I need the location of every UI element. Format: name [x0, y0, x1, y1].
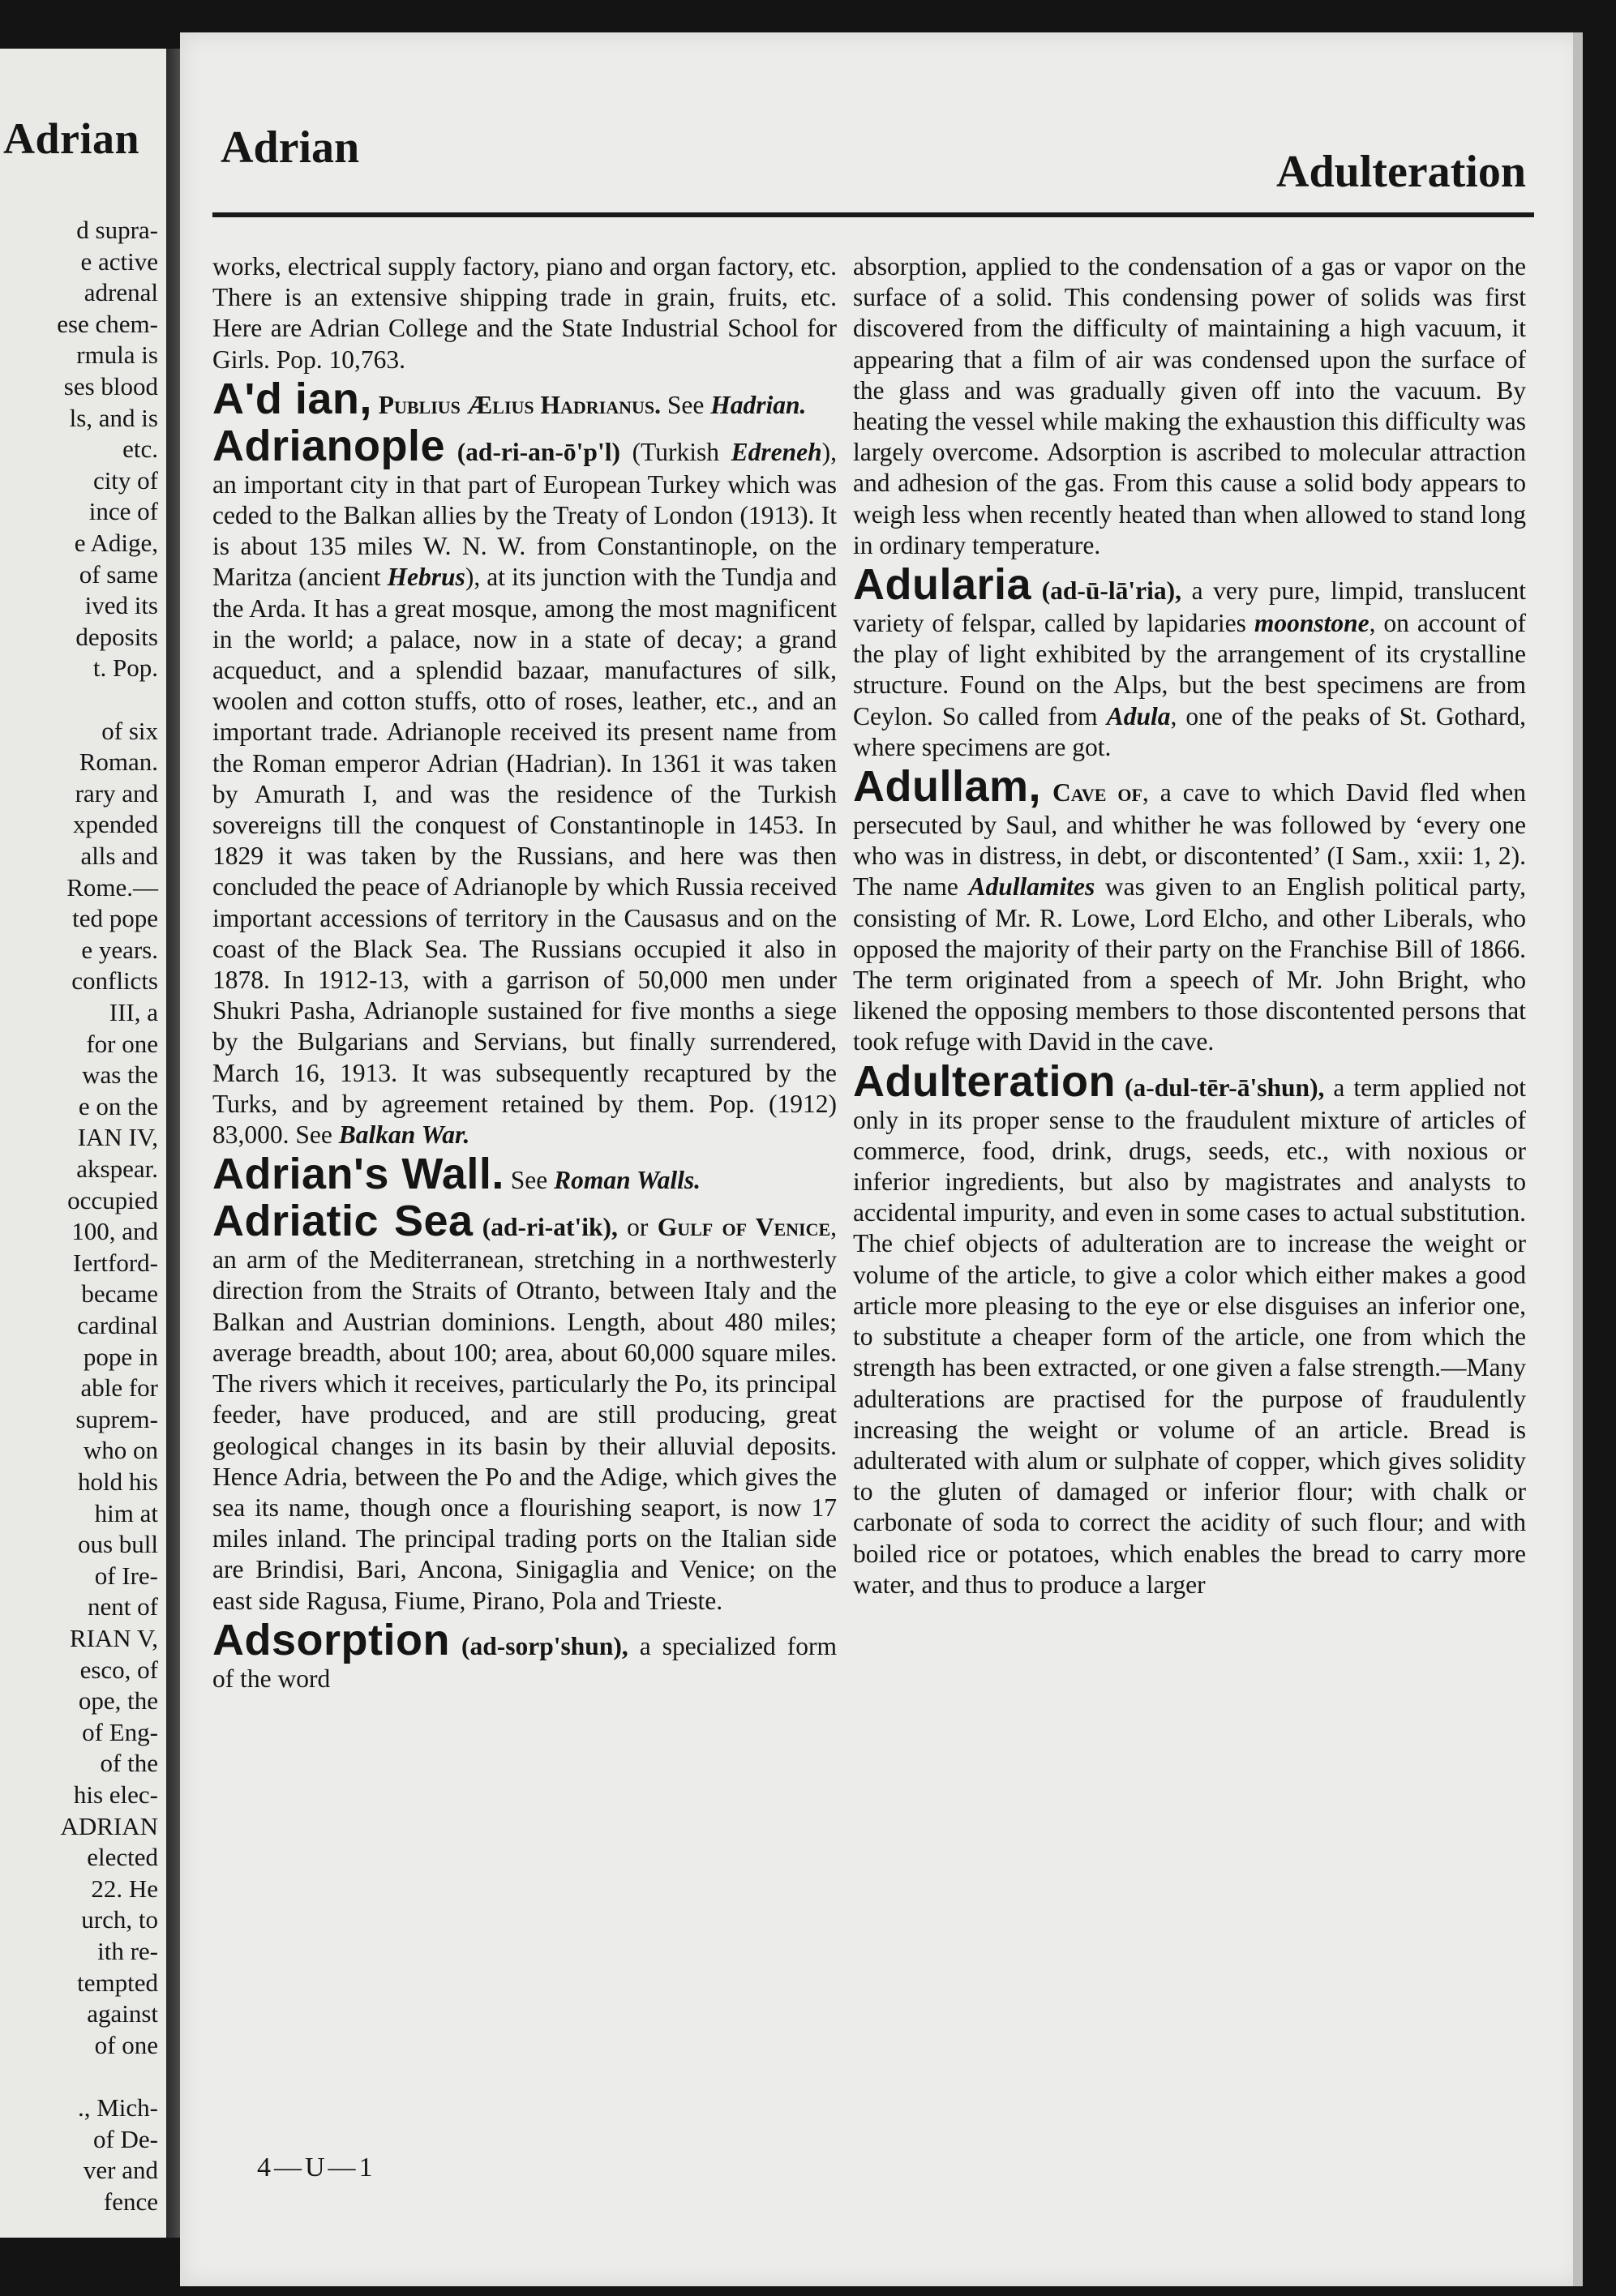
alt-name: Gulf of Venice: [657, 1213, 831, 1242]
facing-page-line: xpended: [72, 810, 158, 839]
signature-mark: 4—U—1: [257, 2152, 376, 2182]
facing-page-line: conflicts: [71, 966, 158, 996]
cross-reference: Hadrian.: [710, 390, 807, 419]
facing-page-line: nent of: [88, 1592, 158, 1621]
facing-page-line: fence: [103, 2187, 158, 2216]
facing-page-line: ince of: [88, 497, 158, 526]
facing-page-line: e active: [80, 246, 158, 276]
facing-page-line: 22. He: [91, 1874, 158, 1903]
facing-page-line: ls, and is: [69, 403, 158, 432]
facing-page-line: Rome.—: [66, 872, 158, 902]
pronunciation: (ad-ū-lā'ria),: [1041, 576, 1181, 606]
facing-page-line: ope, the: [78, 1686, 158, 1716]
entry-name: Cave of: [1052, 778, 1142, 807]
facing-page-line: of six: [101, 716, 158, 745]
facing-page-line: alls and: [80, 842, 158, 870]
facing-page-line: d supra-: [76, 216, 158, 244]
facing-page-line: IAN IV,: [77, 1123, 158, 1152]
entry-adrian-continued: works, electrical supply factory, piano and organ factory, etc. There is an extensive shipping trade in grain, fruits, etc. Here are Adrian College and the State Industrial School for Girls. Pop. 10,763.: [212, 252, 837, 374]
facing-page-line: deposits: [75, 622, 158, 651]
headword: Adulteration: [853, 1056, 1116, 1106]
running-head-left: Adrian: [221, 122, 360, 173]
cross-reference: Roman Walls.: [554, 1166, 701, 1195]
body-text: , an arm of the Mediterranean, stretching in a northwesterly direction from the Straits of Otranto, between Italy and the Balkan and Austrian dominions. Length, about 480 miles; average breadth, about 100; area, about 60,000 square miles. The rivers which it receives, particularly the Po, its principal feeder, have produced, and are still producing, great geological changes in its basin by their alluvial deposits. Hence Adria, between the Po and the Adige, which gives the sea its name, though once a flourishing seaport, is now 17 miles inland. The principal trading ports on the Italian side are Brindisi, Bari, Ancona, Sinigaglia and Venice; on the east side Ragusa, Fiume, Pirano, Pola and Trieste.: [212, 1213, 838, 1615]
running-head-right: Adulteration: [1276, 147, 1526, 197]
facing-page-line: RIAN V,: [69, 1624, 158, 1652]
facing-page-line: suprem-: [75, 1404, 158, 1433]
body-text: a specialized form of the word: [212, 1631, 837, 1693]
body-text: ), at its junction with the Tundja and the Arda. It has a great mosque, among the most magnificent in the world; a palace, now in a state of decay; a grand acqueduct, and a splendid bazaar, manufactures of silk, woolen and cotton stuffs, otto of roses, leather, etc., and an important trade. Adrianople received its present name from the Roman emperor Adrian (Hadrian). In 1361 it was taken by Amurath I, and was the residence of the Turkish sovereigns till the conquest of Constantinople in 1453. In 1829 it was taken by the Russians, and here was then concluded the peace of Adrianople by which Russia received important accessions of territory in the Causasus and on the coast of the Black Sea. The Russians occupied it also in 1878. In 1912-13, with a garrison of 50,000 men under Shukri Pasha, Adrianople sustained for five months a siege by the Bulgarians and Servians, but finally surrendered, March 16, 1913. It was subsequently recaptured by the Turks, and by agreement retained by them. Pop. (1912) 83,000. See: [212, 563, 837, 1150]
facing-page-line: 100, and: [71, 1217, 158, 1246]
headword: Adrianople: [212, 421, 446, 470]
facing-page-line: urch, to: [81, 1905, 158, 1934]
pronunciation: (ad-ri-an-ō'p'l): [457, 437, 620, 466]
facing-page-line: tempted: [77, 1968, 158, 1997]
facing-page-line: ses blood: [63, 372, 158, 401]
pronunciation: (a-dul-tēr-ā'shun),: [1124, 1073, 1325, 1102]
facing-page-line: became: [81, 1279, 158, 1309]
see-label: See: [510, 1166, 548, 1195]
entry-adullam: [853, 763, 1526, 1058]
facing-page-line: ese chem-: [57, 309, 158, 338]
body-text: , on account of the play of light exhibited by the arrangement of its crystalline structure. Found on the Alps, but the best specimens are from Ceylon. So called from: [853, 609, 1527, 730]
facing-page-line: e years.: [81, 935, 158, 964]
alt-name: Adullamites: [968, 872, 1095, 902]
entry-adriatic-sea: [212, 1197, 837, 1616]
cross-reference: Balkan War.: [338, 1120, 470, 1150]
facing-page-line: was the: [82, 1060, 158, 1090]
facing-page-line: e Adige,: [74, 529, 158, 557]
facing-page-line: city of: [92, 465, 158, 495]
page-edge: [1573, 32, 1583, 2286]
facing-page-header: Adrian: [3, 114, 140, 163]
body-text: (Turkish: [619, 437, 731, 466]
facing-page-line: e on the: [78, 1091, 158, 1120]
body-text: was given to an English political party, consisting of Mr. R. Lowe, Lord Elcho, and other Liberals, who opposed the majority of their party on the Franchise Bill of 1866. The term originated from a speech of Mr. John Bright, who likened the opposing members to those discontented persons that took refuge with David in the cave.: [853, 872, 1527, 1056]
body-text: a term applied not only in its proper sense to the fraudulent mixture of articles of commerce, food, drink, drugs, seeds, etc., with noxious or inferior ingredients, but also by magistrates and analysts to accidental impurity, and even in some cases to actual substitution. The chief objects of adulteration are to increase the weight or volume of the article, to give a color which either makes a good article more pleasing to the eye or else disguises an inferior one, to substitute a cheaper form of the article, one from which the strength has been extracted, or one given a false strength.—Many adulterations are practised for the purpose of fraudulently increasing the weight or volume of an article. Bread is adulterated with alum or sulphate of copper, which gives solidity to the gluten of damaged or inferior flour; with chalk or carbonate of soda to correct the acidity of such flour; and with boiled rice or potatoes, which enables the bread to carry more water, and thus to produce a larger: [853, 1073, 1526, 1599]
facing-page-line: ., Mich-: [77, 2093, 158, 2122]
facing-page-line: ived its: [84, 591, 158, 620]
body-text: , one of the peaks of St. Gothard, where specimens are got.: [853, 701, 1526, 761]
pronunciation: (ad-sorp'shun),: [461, 1631, 628, 1660]
column-right: [853, 251, 1526, 1600]
entry-adulteration: [853, 1058, 1526, 1600]
facing-page-line: Roman.: [79, 747, 158, 777]
place-name: Adula: [1106, 701, 1171, 730]
page: [180, 32, 1583, 2286]
facing-page-line: of one: [94, 2030, 158, 2059]
facing-page-line: pope in: [83, 1342, 158, 1371]
facing-page-line: him at: [94, 1498, 158, 1527]
facing-page-line: of same: [79, 559, 158, 589]
alt-name: moonstone: [1254, 609, 1370, 638]
facing-page-line: who on: [83, 1436, 158, 1465]
entry-adrian-publius: [212, 375, 837, 422]
facing-page-line: cardinal: [77, 1311, 158, 1339]
facing-page-line: akspear.: [76, 1154, 158, 1183]
facing-page-line: Iertford-: [73, 1248, 158, 1277]
pronunciation: (ad-ri-at'ik),: [482, 1213, 618, 1242]
facing-page-line: occupied: [67, 1185, 158, 1214]
facing-page-line: for one: [86, 1029, 158, 1058]
facing-page: [0, 49, 166, 2238]
entry-adularia: [853, 561, 1526, 763]
facing-page-line: t. Pop.: [92, 653, 158, 683]
facing-page-line: adrenal: [84, 278, 158, 307]
facing-page-line: etc.: [122, 435, 158, 464]
ancient-name: Hebrus: [387, 563, 465, 592]
entry-adrianople: [212, 422, 837, 1150]
headword: Adularia: [853, 560, 1032, 610]
facing-page-line: rmula is: [76, 341, 158, 370]
headword: A'd ian,: [212, 374, 372, 423]
facing-page-line: ous bull: [77, 1530, 158, 1559]
headword: Adullam,: [853, 762, 1042, 812]
entry-adrians-wall: [212, 1150, 837, 1197]
facing-page-line: of Eng-: [82, 1717, 158, 1746]
headword: Adriatic Sea: [212, 1197, 474, 1246]
facing-page-line: ted pope: [72, 904, 158, 933]
facing-page-line: ith re-: [97, 1937, 158, 1965]
facing-page-line: ver and: [83, 2156, 158, 2185]
facing-page-line: III, a: [109, 998, 158, 1026]
facing-page-line: esco, of: [79, 1655, 158, 1684]
body-text: a very pure, limpid, translucent variety of felspar, called by lapidaries: [853, 576, 1526, 638]
see-label: See: [667, 390, 705, 419]
facing-page-line: ADRIAN: [60, 1811, 158, 1840]
facing-page-line: his elec-: [73, 1780, 158, 1809]
headword: Adrian's Wall.: [212, 1150, 504, 1199]
facing-page-line: of the: [100, 1749, 158, 1778]
body-text: or: [617, 1213, 658, 1242]
alt-name: Edreneh: [731, 437, 822, 466]
facing-page-line: able for: [80, 1373, 158, 1403]
entry-adsorption: [212, 1617, 837, 1694]
facing-page-line: elected: [87, 1843, 158, 1872]
column-left: [212, 251, 837, 1694]
entry-adsorption-continued: absorption, applied to the condensation of a gas or vapor on the surface of a solid. This condensing power of solids was first discovered from the difficulty of maintaining a high vacuum, it appearing that a film of air was condensed upon the surface of the glass and was gradually given off into the vacuum. By heating the vessel while making the exhaustion this difficulty was largely overcome. Adsorption is ascribed to molecular attraction and adhesion of the gas. From this cause a solid body appears to weigh less when recently heated than when allowed to stand long in ordinary temperature.: [853, 252, 1526, 559]
headword: Adsorption: [212, 1615, 450, 1664]
facing-page-line: rary and: [75, 778, 158, 807]
body-text: , a cave to which David fled when persecuted by Saul, and whither he was followed by ‘every one who was in distress, in debt, or discontented’ (I Sam., xxii: 1, 2). The name: [853, 778, 1527, 902]
facing-page-line: against: [87, 1999, 158, 2028]
body-text: ), an important city in that part of European Turkey which was ceded to the Balkan allies by the Treaty of London (1913). It is about 135 miles W. N. W. from Constantinople, on the Maritza (ancient: [212, 437, 838, 592]
header-rule: [212, 212, 1534, 217]
facing-page-line: of De-: [92, 2124, 158, 2153]
facing-page-line: of Ire-: [94, 1561, 158, 1590]
facing-page-line: hold his: [77, 1467, 158, 1496]
entry-name: Publius Ælius Hadrianus.: [378, 390, 662, 419]
